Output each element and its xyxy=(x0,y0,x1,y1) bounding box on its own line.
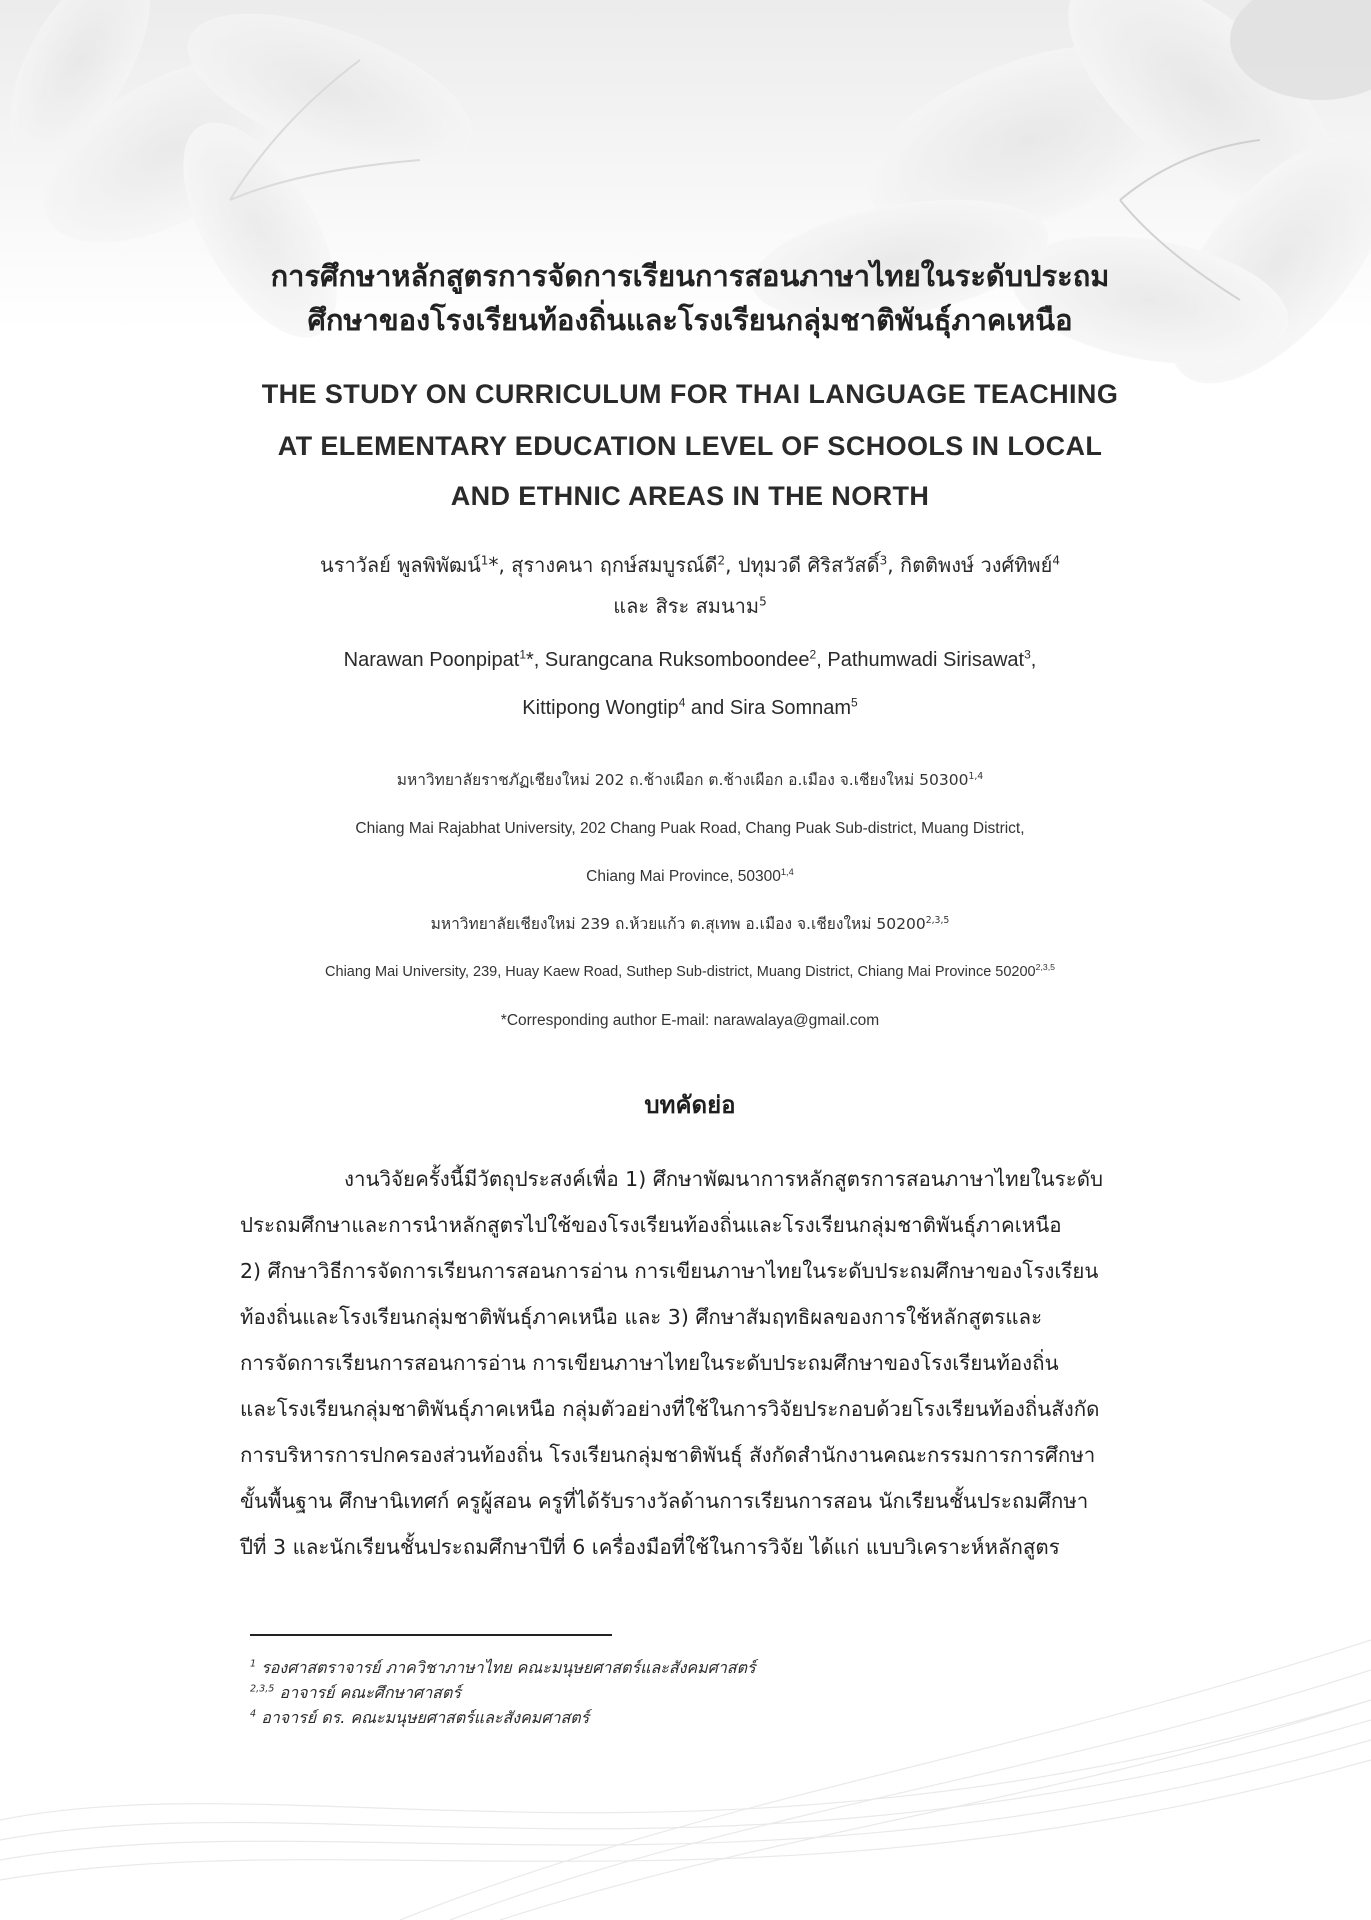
affiliation-1-thai xyxy=(200,760,1180,801)
affiliation-text: มหาวิทยาลัยเชียงใหม่ 239 ถ.ห้วยแก้ว ต.สุเทพ อ.เมือง จ.เชียงใหม่ 50200 xyxy=(430,915,926,933)
author-separator: *, xyxy=(488,553,512,577)
author-name: Pathumwadi Sirisawat xyxy=(827,649,1025,671)
abstract-line: งานวิจัยครั้งนี้มีวัตถุประสงค์เพื่อ 1) ศึกษาพัฒนาการหลักสูตรการสอนภาษาไทยในระดับ xyxy=(344,1167,1104,1191)
footnote-text: อาจารย์ ดร. คณะมนุษยศาสตร์และสังคมศาสตร์ xyxy=(256,1708,590,1727)
authors-thai-line-1 xyxy=(200,545,1180,586)
author-separator: , xyxy=(816,649,828,671)
abstract-line: ปีที่ 3 และนักเรียนชั้นประถมศึกษาปีที่ 6 เครื่องมือที่ใช้ในการวิจัย ได้แก่ แบบวิเคราะห์หลักสูตร xyxy=(240,1535,1060,1559)
affiliation-mark: 1,4 xyxy=(780,866,794,877)
author-conjunction: and xyxy=(685,697,730,719)
author-affil-mark: 2 xyxy=(809,647,817,662)
title-english-line-3: AND ETHNIC AREAS IN THE NORTH xyxy=(450,481,930,511)
corresponding-author: *Corresponding author E-mail: narawalaya@gmail.com xyxy=(500,1012,880,1029)
author-name: กิตติพงษ์ วงศ์ทิพย์ xyxy=(899,553,1053,577)
author-name: ปทุมวดี ศิริสวัสดิ์ xyxy=(737,553,880,577)
affiliation-text: Chiang Mai University, 239, Huay Kaew Road, Suthep Sub-district, Muang District, Chiang Mai Province 50200 xyxy=(325,964,1036,980)
author-name: สิระ สมนาม xyxy=(655,594,760,618)
authors-thai-line-2 xyxy=(200,586,1180,627)
author-affil-mark: 4 xyxy=(678,695,686,710)
author-name: Narawan Poonpipat xyxy=(343,649,520,671)
affiliation-2-english xyxy=(200,952,1180,993)
abstract-line: ประถมศึกษาและการนำหลักสูตรไปใช้ของโรงเรียนท้องถิ่นและโรงเรียนกลุ่มชาติพันธุ์ภาคเหนือ xyxy=(240,1213,1062,1237)
footnote-text: อาจารย์ คณะศึกษาศาสตร์ xyxy=(274,1683,461,1702)
title-thai-line-1: การศึกษาหลักสูตรการจัดการเรียนการสอนภาษาไทยในระดับประถม xyxy=(270,259,1110,293)
author-name: Kittipong Wongtip xyxy=(522,697,679,719)
author-separator: , xyxy=(725,553,738,577)
title-english-line-2: AT ELEMENTARY EDUCATION LEVEL OF SCHOOLS IN LOCAL xyxy=(277,431,1103,461)
title-thai-line-2: ศึกษาของโรงเรียนท้องถิ่นและโรงเรียนกลุ่มชาติพันธุ์ภาคเหนือ xyxy=(307,303,1073,337)
affiliation-text: มหาวิทยาลัยราชภัฏเชียงใหม่ 202 ถ.ช้างเผือก ต.ช้างเผือก อ.เมือง จ.เชียงใหม่ 50300 xyxy=(396,771,969,789)
author-affil-mark: 5 xyxy=(759,594,767,609)
affiliation-1-english-line-1: Chiang Mai Rajabhat University, 202 Chang Puak Road, Chang Puak Sub-district, Muang District, xyxy=(355,820,1025,837)
author-separator: *, xyxy=(526,649,545,671)
footnote-divider xyxy=(250,1634,612,1636)
author-affil-mark: 1 xyxy=(480,553,489,568)
affiliation-mark: 2,3,5 xyxy=(925,914,950,926)
author-affil-mark: 2 xyxy=(717,553,726,568)
author-affil-mark: 4 xyxy=(1052,553,1060,568)
abstract-line: การจัดการเรียนการสอนการอ่าน การเขียนภาษาไทยในระดับประถมศึกษาของโรงเรียนท้องถิ่น xyxy=(240,1351,1059,1375)
abstract-line: ท้องถิ่นและโรงเรียนกลุ่มชาติพันธุ์ภาคเหนือ และ 3) ศึกษาสัมฤทธิผลของการใช้หลักสูตรและ xyxy=(240,1305,1043,1329)
affiliation-mark: 1,4 xyxy=(968,770,984,782)
author-separator: , xyxy=(887,553,900,577)
footnote-mark: 4 xyxy=(250,1708,257,1720)
author-affil-mark: 5 xyxy=(851,695,858,710)
affiliation-1-english-line-2 xyxy=(200,856,1180,897)
abstract-line: และโรงเรียนกลุ่มชาติพันธุ์ภาคเหนือ กลุ่มตัวอย่างที่ใช้ในการวิจัยประกอบด้วยโรงเรียนท้องถิ่นสังกัด xyxy=(240,1397,1100,1421)
footnote-mark: 1 xyxy=(250,1658,257,1670)
footnote xyxy=(250,1655,1150,1680)
footnote-text: รองศาสตราจารย์ ภาควิชาภาษาไทย คณะมนุษยศาสตร์และสังคมศาสตร์ xyxy=(256,1658,756,1677)
author-name: นราวัลย์ พูลพิพัฒน์ xyxy=(320,553,481,577)
affiliation-text: Chiang Mai Province, 50300 xyxy=(586,868,781,885)
title-english-line-1: THE STUDY ON CURRICULUM FOR THAI LANGUAGE TEACHING xyxy=(261,379,1119,409)
affiliation-mark: 2,3,5 xyxy=(1035,962,1055,973)
abstract-line: 2) ศึกษาวิธีการจัดการเรียนการสอนการอ่าน การเขียนภาษาไทยในระดับประถมศึกษาของโรงเรียน xyxy=(240,1259,1099,1283)
author-affil-mark: 3 xyxy=(879,553,888,568)
author-affil-mark: 3 xyxy=(1024,647,1031,662)
authors-english-line-1 xyxy=(200,640,1180,681)
author-name: สุรางคนา ฤกษ์สมบูรณ์ดี xyxy=(511,553,718,577)
footnote xyxy=(250,1680,1150,1705)
author-name: Surangcana Ruksomboondee xyxy=(544,649,810,671)
author-separator: , xyxy=(1030,649,1037,671)
abstract-body xyxy=(240,1156,1220,1570)
author-conjunction: และ xyxy=(613,594,656,618)
abstract-line: ขั้นพื้นฐาน ศึกษานิเทศก์ ครูผู้สอน ครูที่ได้รับรางวัลด้านการเรียนการสอน นักเรียนชั้นประถมศึกษา xyxy=(240,1489,1089,1513)
abstract-heading: บทคัดย่อ xyxy=(644,1091,736,1119)
abstract-line: การบริหารการปกครองส่วนท้องถิ่น โรงเรียนกลุ่มชาติพันธุ์ สังกัดสำนักงานคณะกรรมการการศึกษา xyxy=(240,1443,1096,1467)
author-name: Sira Somnam xyxy=(729,697,852,719)
footnote xyxy=(250,1705,1150,1730)
affiliation-2-thai xyxy=(200,904,1180,945)
footnote-mark: 2,3,5 xyxy=(250,1683,275,1695)
authors-english-line-2 xyxy=(200,688,1180,729)
author-affil-mark: 1 xyxy=(519,647,526,662)
footnotes xyxy=(250,1655,1150,1730)
